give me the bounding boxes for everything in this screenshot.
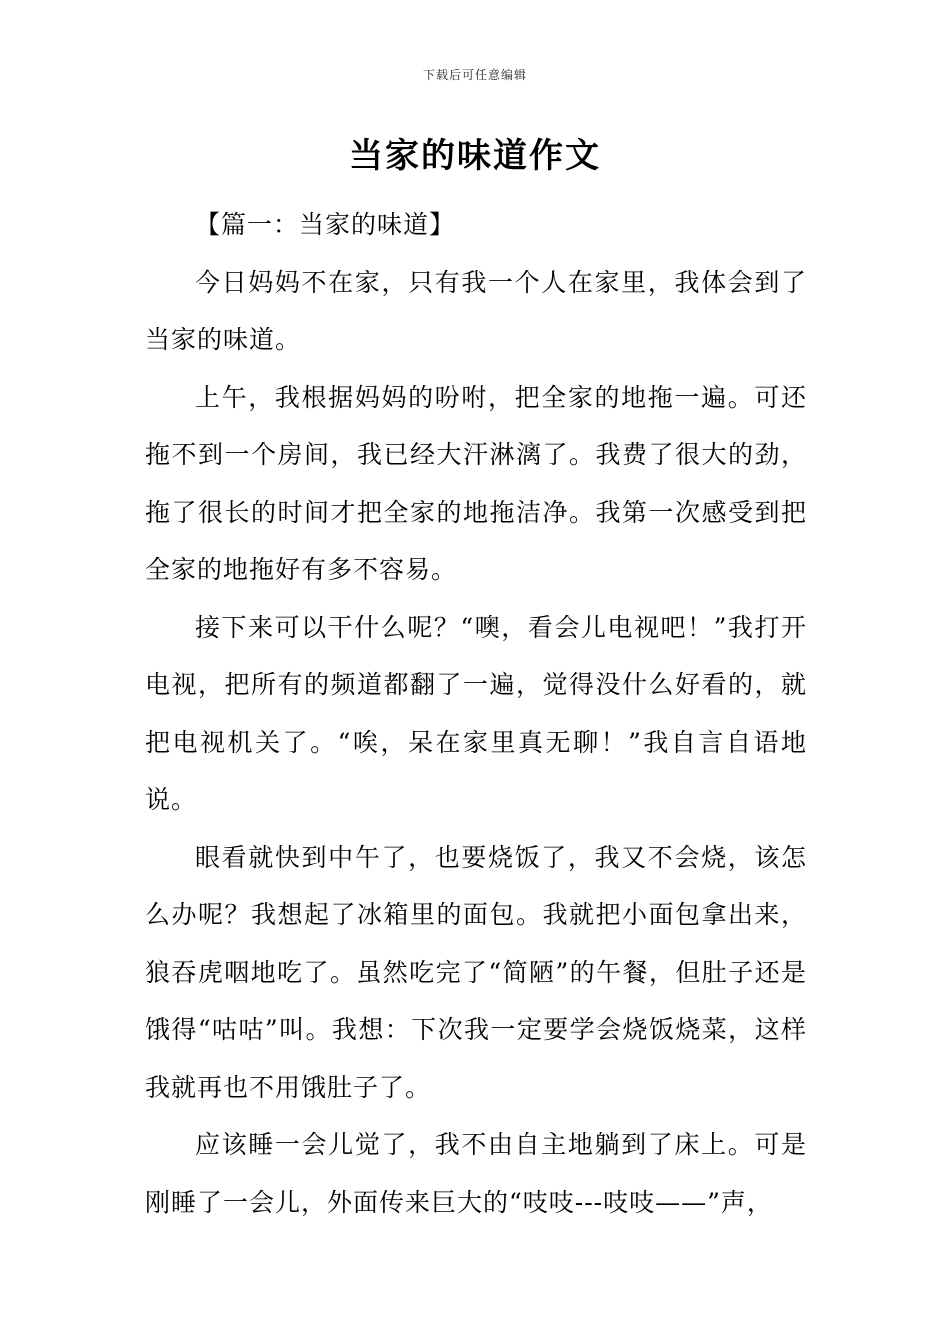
paragraph: 上午，我根据妈妈的吩咐，把全家的地拖一遍。可还拖不到一个房间，我已经大汗淋漓了。我费了很大的劲，拖了很长的时间才把全家的地拖洁净。我第一次感受到把全家的地拖好有多不容易。: [145, 382, 807, 584]
page-title: 当家的味道作文: [349, 136, 601, 176]
paragraph: 应该睡一会儿觉了，我不由自主地躺到了床上。可是刚睡了一会儿，外面传来巨大的“吱吱---吱吱——”声，: [145, 1130, 807, 1217]
paragraph: 眼看就快到中午了，也要烧饭了，我又不会烧，该怎么办呢？我想起了冰箱里的面包。我就把小面包拿出来，狼吞虎咽地吃了。虽然吃完了“简陋”的午餐，但肚子还是饿得“咕咕”叫。我想：下次我一定要学会烧饭烧菜，这样我就再也不用饿肚子了。: [145, 842, 807, 1102]
article-body: [145, 196, 807, 1231]
paragraph: 接下来可以干什么呢？“噢，看会儿电视吧！”我打开电视，把所有的频道都翻了一遍，觉得没什么好看的，就把电视机关了。“唉，呆在家里真无聊！”我自言自语地说。: [145, 612, 807, 814]
header-note: 下载后可任意编辑: [422, 68, 527, 82]
section-heading: 【篇一：当家的味道】: [195, 210, 456, 239]
paragraph: 今日妈妈不在家，只有我一个人在家里，我体会到了当家的味道。: [145, 267, 807, 354]
